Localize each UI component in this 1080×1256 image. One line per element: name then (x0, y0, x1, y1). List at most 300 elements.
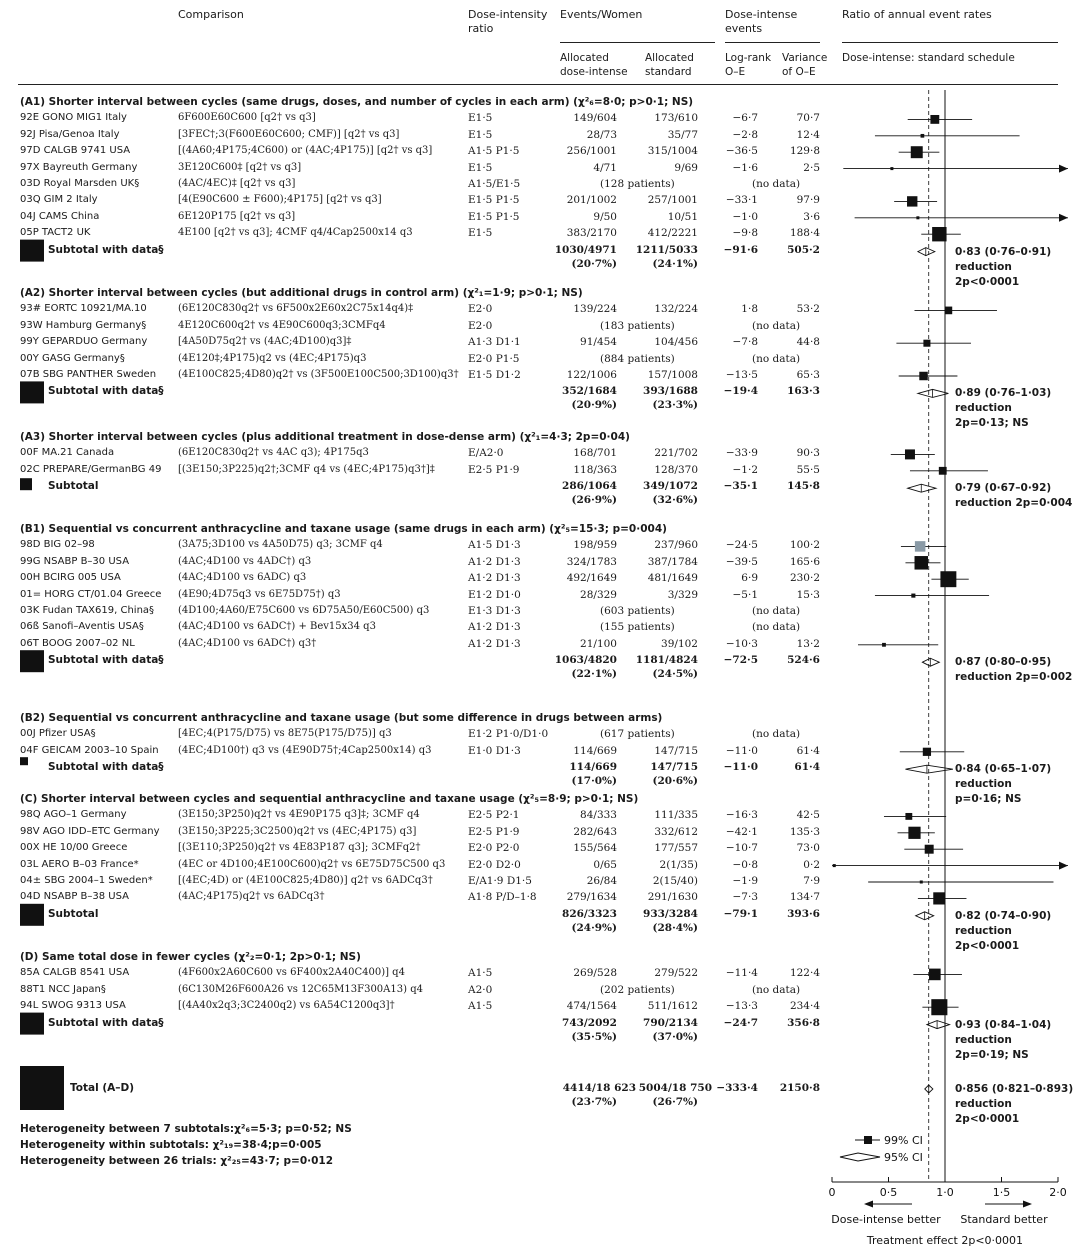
trial-events-std: 132/224 (654, 303, 698, 316)
subtotal-events-std: 349/1072 (643, 480, 698, 493)
trial-name: 92E GONO MIG1 Italy (20, 112, 127, 124)
trial-events-std: 111/335 (654, 809, 698, 822)
trial-oe: −13·5 (725, 369, 758, 381)
trial-events-di: 0/65 (593, 858, 617, 871)
trial-events-std: 128/370 (654, 463, 698, 476)
trial-dose-ratio: E/A2·0 (468, 447, 504, 460)
x-tick-label: 0 (828, 1186, 836, 1199)
trial-name: 04± SBG 2004–1 Sweden* (20, 875, 153, 886)
subtotal-oe: −24·7 (723, 1016, 758, 1029)
trial-variance: 7·9 (803, 875, 820, 887)
header-dose-intense-events-2: events (725, 22, 763, 35)
trial-comparison: 6F600E60C600 [q2† vs q3] (178, 112, 316, 124)
trial-dose-ratio: A1·3 D1·1 (468, 336, 521, 349)
heterogeneity-trials: Heterogeneity between 26 trials: χ²₂₅=43·7; p=0·012 (20, 1155, 334, 1167)
trial-comparison: [4EC;4(P175/D75) vs 8E75(P175/D75)] q3 (178, 728, 392, 740)
total-pct-std: (26·7%) (652, 1096, 698, 1108)
trial-comparison: (4AC;4D100 vs 6ADC) q3 (178, 572, 307, 584)
trial-oe: −2·8 (732, 128, 758, 141)
total-events-di: 4414/18 623 (562, 1082, 636, 1094)
trial-variance: 44·8 (796, 336, 820, 349)
subtotal-result-line: p=0·16; NS (955, 793, 1022, 806)
trial-name: 07B SBG PANTHER Sweden (20, 369, 157, 380)
trial-dose-ratio: E1·5 (468, 227, 493, 240)
trial-no-data: (no data) (752, 983, 801, 996)
subtotal-oe: −79·1 (723, 907, 758, 920)
trial-oe: −1·2 (732, 463, 758, 476)
trial-events-std: 221/702 (654, 447, 698, 460)
trial-dose-ratio: A1·5 D1·3 (468, 539, 521, 552)
subtotal-variance: 505·2 (787, 243, 820, 256)
subtotal-result-line: reduction (955, 778, 1012, 791)
subtotal-pct-std: (24·5%) (652, 668, 698, 681)
trial-oe: −1·0 (732, 210, 758, 223)
subtotal-label: Subtotal with data§ (48, 243, 164, 256)
trial-events-di: 122/1006 (566, 369, 617, 381)
trial-ci-line-arrow (1059, 165, 1068, 173)
trial-events-di: 118/363 (573, 463, 617, 476)
header-variance-2: of O–E (782, 66, 816, 78)
subtotal-events-std: 1211/5033 (635, 243, 698, 256)
section-title: (C) Shorter interval between cycles and sequential anthracycline and taxane usage (χ²₅=8·9; p>0·1; NS) (20, 793, 639, 805)
trial-name: 06T BOOG 2007–02 NL (20, 637, 135, 649)
trial-dose-ratio: E1·5 (468, 128, 493, 141)
subtotal-diamond (908, 484, 936, 492)
trial-comparison: (4F600x2A60C600 vs 6F400x2A40C400)] q4 (178, 967, 405, 979)
trial-dose-ratio: E1·5 P1·5 (468, 194, 520, 207)
trial-comparison: [(4EC;4D) or (4E100C825;4D80)] q2† vs 6ADCq3† (178, 875, 433, 886)
trial-patients: (155 patients) (600, 621, 675, 634)
trial-dose-ratio: E1·3 D1·3 (468, 605, 521, 617)
trial-oe: −11·0 (725, 744, 758, 757)
trial-square (932, 227, 946, 241)
trial-comparison: (3E150;3P250)q2† vs 4E90P175 q3]‡; 3CMF q4 (178, 809, 420, 821)
trial-events-std: 104/456 (654, 336, 698, 349)
trial-events-std: 39/102 (661, 637, 698, 650)
trial-comparison: (4EC;4D100†) q3 vs (4E90D75†;4Cap2500x14) q3 (178, 744, 432, 756)
trial-events-std: 2(1/35) (659, 858, 698, 871)
trial-square (905, 449, 915, 459)
trial-oe: −9·8 (732, 227, 758, 240)
trial-name: 01= HORG CT/01.04 Greece (20, 588, 162, 600)
trial-name: 03D Royal Marsden UK§ (20, 178, 140, 189)
subtotal-label: Subtotal with data§ (48, 385, 164, 398)
subtotal-result-line: 0·89 (0·76–1·03) (955, 387, 1052, 400)
trial-events-std: 412/2221 (647, 227, 698, 240)
trial-events-di: 9/50 (593, 210, 617, 223)
trial-comparison: (4AC;4D100 vs 4ADC†) q3 (178, 555, 312, 567)
x-tick-label: 1·0 (936, 1186, 954, 1199)
trial-comparison: (4E100C825;4D80)q2† vs (3F500E100C500;3D100)q3† (178, 369, 459, 380)
trial-dose-ratio: E1·5 (468, 161, 493, 174)
subtotal-result-line: reduction 2p=0·004 (955, 497, 1073, 510)
trial-patients: (617 patients) (600, 728, 675, 741)
subtotal-events-di: 352/1684 (562, 385, 617, 398)
subtotal-events-di: 743/2092 (562, 1016, 617, 1029)
trial-oe: −39·5 (725, 555, 758, 568)
trial-oe: −11·4 (725, 967, 758, 980)
trial-variance: 2·5 (803, 161, 820, 174)
trial-variance: 188·4 (789, 227, 820, 240)
trial-oe: −13·3 (725, 1000, 758, 1013)
trial-name: 00Y GASG Germany§ (20, 352, 125, 364)
subtotal-result-line: reduction (955, 1033, 1012, 1046)
trial-events-di: 492/1649 (566, 572, 617, 585)
trial-variance: 165·6 (789, 555, 820, 568)
total-square-key (20, 1066, 64, 1110)
trial-comparison: (4E90;4D75q3 vs 6E75D75†) q3 (178, 588, 341, 600)
trial-events-di: 114/669 (573, 744, 617, 757)
trial-ci-line-arrow (1059, 862, 1068, 870)
section-title: (A2) Shorter interval between cycles (but additional drugs in control arm) (χ²₁=1·9; p>0·1; NS) (20, 287, 583, 299)
trial-square (923, 748, 931, 756)
subtotal-events-std: 1181/4824 (635, 654, 698, 667)
subtotal-square-key (20, 381, 44, 403)
subtotal-pct-di: (20·7%) (571, 257, 617, 270)
trial-square (907, 196, 917, 206)
trial-variance: 65·3 (796, 369, 820, 381)
trial-variance: 53·2 (796, 303, 820, 316)
trial-events-std: 2(15/40) (652, 875, 698, 887)
subtotal-square-key (20, 757, 28, 765)
trial-oe: −24·5 (725, 539, 758, 552)
subtotal-diamond (927, 1021, 950, 1029)
trial-dose-ratio: A2·0 (468, 983, 493, 996)
trial-square (911, 146, 923, 158)
subtotal-label: Subtotal with data§ (48, 761, 164, 774)
subtotal-events-std: 147/715 (650, 761, 698, 774)
trial-dose-ratio: E2·0 (468, 303, 493, 316)
trial-ci-line-arrow (1059, 214, 1068, 222)
section-title: (B2) Sequential vs concurrent anthracycline and taxane usage (but some difference in drugs between arms) (20, 712, 663, 724)
subtotal-result-line: 2p<0·0001 (955, 275, 1020, 288)
header-comparison: Comparison (178, 8, 244, 21)
trial-variance: 0·2 (803, 858, 820, 871)
trial-events-std: 35/77 (667, 128, 698, 141)
trial-patients: (603 patients) (600, 605, 675, 617)
trial-comparison: (4AC;4D100 vs 6ADC†) + Bev15x34 q3 (178, 621, 376, 633)
trial-comparison: (4AC;4P175)q2† vs 6ADCq3† (178, 891, 325, 903)
trial-events-di: 26/84 (586, 875, 617, 887)
subtotal-result-line: reduction (955, 402, 1012, 415)
trial-variance: 100·2 (789, 539, 820, 552)
trial-square (933, 892, 945, 904)
trial-events-di: 139/224 (573, 303, 617, 316)
subtotal-label: Subtotal (48, 480, 99, 493)
subtotal-result-line: 2p=0·19; NS (955, 1048, 1029, 1061)
trial-events-di: 168/701 (573, 447, 617, 460)
section-title: (B1) Sequential vs concurrent anthracycline and taxane usage (same drugs in each arm) (χ²₅=15·3; p=0·004) (20, 523, 667, 535)
trial-variance: 97·9 (796, 194, 820, 207)
trial-events-di: 383/2170 (566, 227, 617, 240)
subtotal-square-key (20, 1013, 44, 1035)
header-dose-ratio-1: Dose-intensity (468, 8, 548, 21)
trial-no-data: (no data) (752, 621, 801, 634)
heterogeneity-within: Heterogeneity within subtotals: χ²₁₉=38·4;p=0·005 (20, 1139, 322, 1151)
trial-patients: (183 patients) (600, 319, 675, 332)
trial-comparison: 3E120C600‡ [q2† vs q3] (178, 161, 302, 173)
legend-ci95-label: 95% CI (884, 1151, 923, 1164)
trial-dose-ratio: E2·0 P1·5 (468, 352, 520, 365)
subtotal-pct-std: (20·6%) (652, 775, 698, 788)
trial-variance: 3·6 (803, 210, 820, 223)
total-result-line: 0·856 (0·821–0·893) (955, 1083, 1074, 1095)
trial-variance: 90·3 (796, 447, 820, 460)
trial-variance: 12·4 (796, 128, 820, 141)
total-result-line: 2p<0·0001 (955, 1113, 1020, 1125)
trial-variance: 122·4 (789, 967, 820, 980)
trial-variance: 70·7 (796, 112, 820, 125)
arrow-right-head (1023, 1201, 1032, 1208)
trial-events-di: 282/643 (573, 825, 617, 838)
x-label-left: Dose-intense better (831, 1213, 941, 1226)
trial-comparison: (4E120‡;4P175)q2 vs (4EC;4P175)q3 (178, 352, 367, 364)
trial-oe: −42·1 (725, 825, 758, 838)
subtotal-result-line: reduction 2p=0·002 (955, 671, 1073, 684)
trial-oe: −0·8 (732, 858, 758, 871)
trial-name: 02C PREPARE/GermanBG 49 (20, 463, 162, 475)
trial-events-std: 291/1630 (647, 891, 698, 904)
subtotal-diamond (918, 248, 935, 256)
trial-events-di: 269/528 (573, 967, 617, 980)
x-tick-label: 0·5 (879, 1186, 898, 1199)
trial-name: 88T1 NCC Japan§ (20, 983, 106, 995)
subtotal-label: Subtotal with data§ (48, 1016, 164, 1029)
trial-events-std: 279/522 (654, 967, 698, 980)
subtotal-pct-di: (20·9%) (571, 399, 617, 412)
trial-dose-ratio: A1·5 (468, 1000, 493, 1013)
trial-name: 00J Pfizer USA§ (20, 728, 96, 740)
trial-oe: −33·9 (725, 447, 758, 460)
subtotal-oe: −19·4 (723, 385, 758, 398)
subtotal-pct-di: (26·9%) (571, 494, 617, 507)
trial-comparison: (4AC;4D100 vs 6ADC†) q3† (178, 637, 317, 649)
trial-name: 93# EORTC 10921/MA.10 (20, 303, 147, 315)
trial-comparison: [(4A60;4P175;4C600) or (4AC;4P175)] [q2† vs q3] (178, 145, 433, 157)
subtotal-result-line: 2p<0·0001 (955, 939, 1020, 952)
trial-events-di: 149/604 (573, 112, 617, 125)
header-logrank-1: Log-rank (725, 52, 772, 64)
trial-oe: −16·3 (725, 809, 758, 822)
trial-square (930, 115, 939, 124)
trial-oe: 1·8 (741, 303, 758, 316)
trial-comparison: (3A75;3D100 vs 4A50D75) q3; 3CMF q4 (178, 539, 383, 551)
trial-square (833, 864, 836, 867)
subtotal-result-line: 0·83 (0·76–0·91) (955, 245, 1052, 258)
trial-dose-ratio: E1·2 D1·0 (468, 588, 521, 601)
trial-events-di: 155/564 (573, 842, 617, 855)
trial-events-di: 28/73 (586, 128, 617, 141)
subtotal-oe: −11·0 (723, 761, 758, 774)
subtotal-events-di: 114/669 (569, 761, 617, 774)
trial-no-data: (no data) (752, 605, 801, 617)
trial-dose-ratio: E1·5 D1·2 (468, 369, 521, 381)
trial-dose-ratio: E/A1·9 D1·5 (468, 875, 532, 887)
trial-oe: −36·5 (725, 145, 758, 158)
trial-comparison: [4(E90C600 ± F600);4P175] [q2† vs q3] (178, 194, 382, 206)
x-label-bottom: Treatment effect 2p<0·0001 (866, 1234, 1024, 1247)
trial-name: 05P TACT2 UK (20, 227, 91, 239)
arrow-left-head (864, 1201, 873, 1208)
trial-comparison: [(4A40x2q3;3C2400q2) vs 6A54C1200q3]† (178, 1000, 395, 1012)
trial-no-data: (no data) (752, 728, 801, 741)
trial-oe: −10·3 (725, 637, 758, 650)
trial-name: 99Y GEPARDUO Germany (20, 336, 148, 348)
section-title: (A1) Shorter interval between cycles (same drugs, doses, and number of cycles in each arm) (χ²₆=8·0; p>0·1; NS) (20, 96, 694, 108)
trial-square (905, 813, 912, 820)
trial-dose-ratio: E2·5 P1·9 (468, 463, 520, 476)
trial-comparison: 4E120C600q2† vs 4E90C600q3;3CMFq4 (178, 319, 386, 331)
subtotal-oe: −72·5 (723, 654, 758, 667)
heterogeneity-subtotals: Heterogeneity between 7 subtotals:χ²₆=5·3; p=0·52; NS (20, 1123, 352, 1135)
header-variance-1: Variance (782, 52, 828, 64)
subtotal-result-line: 0·84 (0·65–1·07) (955, 763, 1052, 776)
trial-events-std: 9/69 (674, 161, 698, 174)
subtotal-result-line: reduction (955, 260, 1012, 273)
subtotal-pct-std: (23·3%) (652, 399, 698, 412)
trial-name: 85A CALGB 8541 USA (20, 967, 130, 979)
trial-oe: −5·1 (732, 588, 758, 601)
trial-variance: 13·2 (796, 637, 820, 650)
trial-patients: (128 patients) (600, 178, 675, 190)
trial-events-di: 28/329 (580, 588, 617, 601)
subtotal-events-di: 1063/4820 (554, 654, 617, 667)
subtotal-label: Subtotal (48, 907, 99, 920)
header-ratio-rates: Ratio of annual event rates (842, 8, 992, 21)
trial-events-std: 257/1001 (647, 194, 698, 207)
trial-events-std: 3/329 (667, 588, 698, 601)
section-title: (A3) Shorter interval between cycles (plus additional treatment in dose-dense arm) (χ²₁=4·3; 2p=0·04) (20, 431, 630, 443)
legend-ci95-diamond (840, 1153, 880, 1161)
trial-dose-ratio: E2·0 P2·0 (468, 842, 520, 855)
trial-comparison: (6E120C830q2† vs 6F500x2E60x2C75x14q4)‡ (178, 303, 414, 315)
trial-variance: 234·4 (789, 1000, 820, 1013)
trial-comparison: [(3E110;3P250)q2† vs 4E83P187 q3]; 3CMFq2† (178, 842, 421, 854)
trial-name: 06ß Sanofi–Aventis USA§ (20, 621, 144, 633)
trial-events-std: 157/1008 (647, 369, 698, 381)
trial-dose-ratio: A1·5 P1·5 (468, 145, 520, 158)
trial-dose-ratio: E2·0 D2·0 (468, 858, 521, 871)
trial-square (916, 216, 919, 219)
subtotal-result-line: 0·79 (0·67–0·92) (955, 482, 1052, 495)
trial-square (915, 556, 929, 570)
total-variance: 2150·8 (779, 1082, 820, 1094)
trial-name: 93W Hamburg Germany§ (20, 319, 147, 331)
trial-patients: (884 patients) (600, 352, 675, 365)
trial-dose-ratio: A1·2 D1·3 (468, 572, 521, 585)
trial-oe: −7·3 (732, 891, 758, 904)
subtotal-square-key (20, 650, 44, 672)
trial-square (929, 969, 941, 981)
subtotal-events-std: 933/3284 (643, 907, 698, 920)
trial-events-di: 4/71 (593, 161, 617, 174)
trial-variance: 73·0 (796, 842, 820, 855)
trial-oe: −33·1 (725, 194, 758, 207)
subtotal-result-line: 0·82 (0·74–0·90) (955, 909, 1052, 922)
trial-no-data: (no data) (752, 319, 801, 332)
trial-dose-ratio: A1·2 D1·3 (468, 621, 521, 634)
trial-comparison: (6E120C830q2† vs 4AC q3); 4P175q3 (178, 447, 369, 459)
trial-name: 98D BIG 02–98 (20, 539, 95, 551)
trial-events-std: 173/610 (654, 112, 698, 125)
legend-ci99-square (864, 1136, 872, 1144)
trial-name: 99G NSABP B–30 USA (20, 555, 130, 567)
subtotal-result-line: 0·87 (0·80–0·95) (955, 656, 1052, 669)
trial-square (925, 845, 934, 854)
trial-comparison: (4AC/4EC)‡ [q2† vs q3] (178, 178, 296, 189)
trial-comparison: 4E100 [q2† vs q3]; 4CMF q4/4Cap2500x14 q3 (178, 227, 413, 239)
trial-variance: 230·2 (789, 572, 820, 585)
trial-events-std: 387/1784 (647, 555, 698, 568)
trial-comparison: (4D100;4A60/E75C600 vs 6D75A50/E60C500) q3 (178, 605, 430, 616)
trial-oe: −1·9 (732, 875, 758, 887)
trial-oe: −7·8 (732, 336, 758, 349)
subtotal-square-key (20, 904, 44, 926)
trial-patients: (202 patients) (600, 983, 675, 996)
trial-comparison: [4A50D75q2† vs (4AC;4D100)q3]‡ (178, 336, 352, 348)
subtotal-variance: 61·4 (794, 761, 820, 774)
trial-events-di: 324/1783 (566, 555, 617, 568)
trial-events-di: 279/1634 (566, 891, 617, 904)
trial-events-std: 511/1612 (647, 1000, 698, 1013)
trial-dose-ratio: E2·0 (468, 319, 493, 332)
subtotal-variance: 393·6 (787, 907, 820, 920)
subtotal-pct-di: (22·1%) (571, 668, 617, 681)
trial-name: 03Q GIM 2 Italy (20, 194, 98, 206)
total-oe: −333·4 (716, 1082, 758, 1094)
trial-square (908, 827, 920, 839)
trial-variance: 42·5 (796, 809, 820, 822)
subtotal-events-std: 790/2134 (643, 1016, 698, 1029)
trial-events-di: 84/333 (580, 809, 617, 822)
trial-oe: −1·6 (732, 161, 758, 174)
trial-comparison: 6E120P175 [q2† vs q3] (178, 210, 296, 222)
subtotal-pct-std: (37·0%) (652, 1030, 698, 1043)
subtotal-pct-std: (28·4%) (652, 921, 698, 934)
trial-dose-ratio: E1·5 P1·5 (468, 210, 520, 223)
trial-events-di: 256/1001 (566, 145, 617, 158)
trial-square (923, 340, 930, 347)
total-pct-di: (23·7%) (571, 1096, 617, 1108)
trial-dose-ratio: E2·5 P2·1 (468, 809, 520, 822)
trial-dose-ratio: E1·5 (468, 112, 493, 125)
trial-variance: 61·4 (796, 744, 820, 757)
total-label: Total (A–D) (70, 1082, 135, 1094)
trial-oe: −6·7 (732, 112, 758, 125)
trial-name: 04D NSABP B–38 USA (20, 891, 129, 903)
trial-dose-ratio: E1·0 D1·3 (468, 744, 521, 757)
trial-dose-ratio: A1·5 (468, 967, 493, 980)
trial-name: 98Q AGO–1 Germany (20, 809, 127, 821)
trial-square (911, 594, 915, 598)
trial-variance: 129·8 (789, 145, 820, 158)
trial-square (915, 541, 926, 552)
total-result-line: reduction (955, 1098, 1012, 1110)
x-label-right: Standard better (960, 1213, 1048, 1226)
subtotal-events-di: 1030/4971 (554, 243, 617, 256)
trial-events-std: 481/1649 (647, 572, 698, 585)
trial-events-std: 332/612 (654, 825, 698, 838)
trial-square (945, 307, 953, 315)
trial-oe: 6·9 (741, 572, 758, 585)
subtotal-events-std: 393/1688 (643, 385, 698, 398)
trial-square (921, 134, 925, 138)
trial-comparison: [(3E150;3P225)q2†;3CMF q4 vs (4EC;4P175)q3†]‡ (178, 463, 435, 475)
subtotal-variance: 145·8 (787, 480, 820, 493)
trial-oe: −10·7 (725, 842, 758, 855)
trial-dose-ratio: E1·2 P1·0/D1·0 (468, 728, 549, 741)
subtotal-result-line: reduction (955, 924, 1012, 937)
